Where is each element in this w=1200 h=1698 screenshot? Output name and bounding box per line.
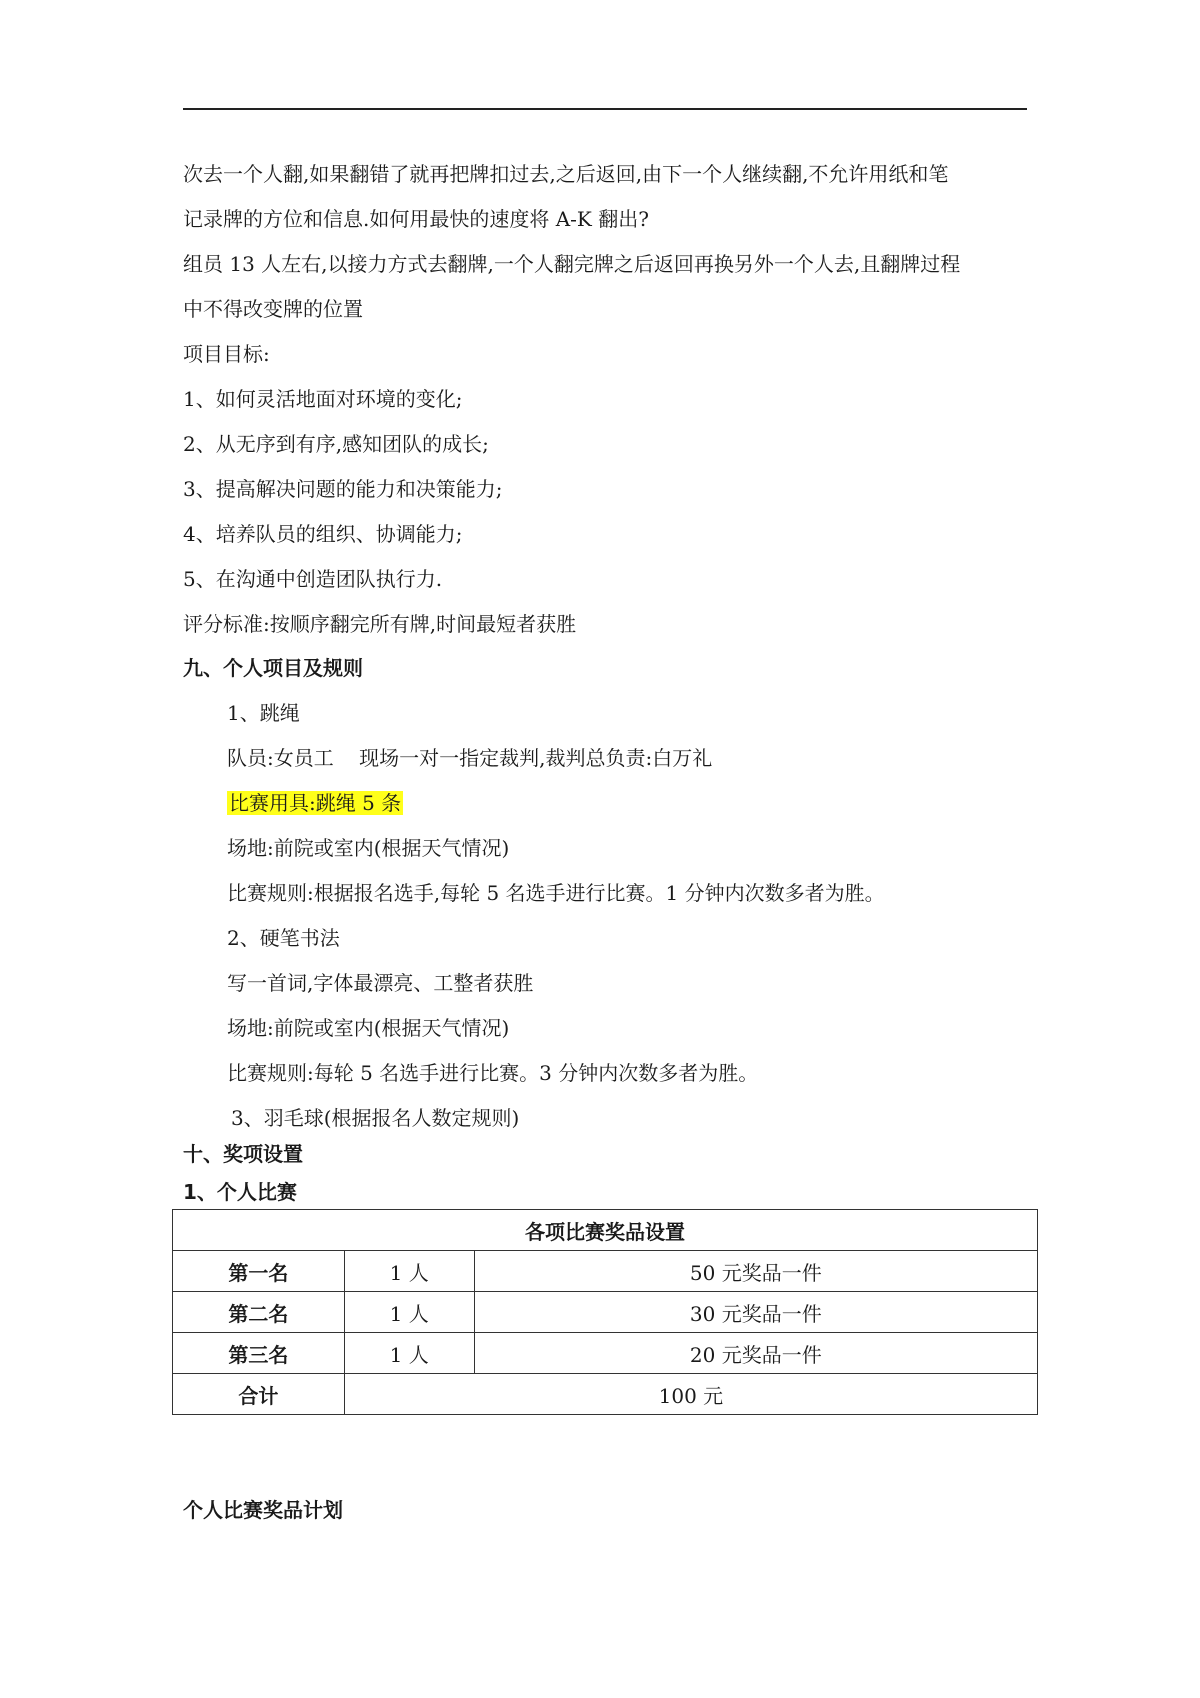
goal-item: 2、从无序到有序,感知团队的成长;	[183, 432, 489, 456]
count-cell: 1 人	[344, 1333, 474, 1374]
section-9-heading: 九、个人项目及规则	[183, 656, 363, 680]
goal-item: 3、提高解决问题的能力和决策能力;	[183, 477, 503, 501]
goal-item: 4、培养队员的组织、协调能力;	[183, 522, 463, 546]
goal-item: 5、在沟通中创造团队执行力.	[183, 567, 443, 591]
paragraph-line: 中不得改变牌的位置	[183, 297, 363, 321]
item-calligraphy-venue: 场地:前院或室内(根据天气情况)	[227, 1016, 510, 1040]
table-row	[173, 1333, 1038, 1374]
table-total-row	[173, 1374, 1038, 1415]
item-jump-rope-equipment	[227, 789, 403, 817]
item-calligraphy-title: 2、硬笔书法	[227, 926, 340, 950]
section-10-subheading: 1、个人比赛	[183, 1180, 297, 1204]
prize-cell: 30 元奖品一件	[474, 1292, 1037, 1333]
table-header-row	[173, 1210, 1038, 1251]
item-jump-rope-members: 队员:女员工 现场一对一指定裁判,裁判总负责:白万礼	[227, 746, 713, 770]
item-jump-rope-title: 1、跳绳	[227, 701, 300, 725]
paragraph-line: 次去一个人翻,如果翻错了就再把牌扣过去,之后返回,由下一个人继续翻,不允许用纸和笔	[183, 162, 949, 186]
goal-item: 1、如何灵活地面对环境的变化;	[183, 387, 463, 411]
item-badminton-title: 3、羽毛球(根据报名人数定规则)	[231, 1106, 520, 1130]
rank-cell: 第一名	[173, 1251, 345, 1292]
paragraph-line: 记录牌的方位和信息.如何用最快的速度将 A-K 翻出?	[183, 207, 649, 231]
prize-table	[172, 1209, 1038, 1415]
item-jump-rope-venue: 场地:前院或室内(根据天气情况)	[227, 836, 510, 860]
footer-heading: 个人比赛奖品计划	[183, 1498, 343, 1522]
prize-cell: 20 元奖品一件	[474, 1333, 1037, 1374]
rank-cell: 第三名	[173, 1333, 345, 1374]
paragraph-line: 组员 13 人左右,以接力方式去翻牌,一个人翻完牌之后返回再换另外一个人去,且翻牌过程	[183, 252, 961, 276]
table-header: 各项比赛奖品设置	[173, 1210, 1038, 1251]
rank-cell: 第二名	[173, 1292, 345, 1333]
total-label: 合计	[173, 1374, 345, 1415]
item-calligraphy-desc: 写一首词,字体最漂亮、工整者获胜	[227, 971, 534, 995]
header-rule	[183, 108, 1027, 110]
count-cell: 1 人	[344, 1251, 474, 1292]
item-calligraphy-rules: 比赛规则:每轮 5 名选手进行比赛。3 分钟内次数多者为胜。	[227, 1061, 759, 1085]
highlighted-text: 比赛用具:跳绳 5 条	[229, 791, 402, 815]
table-row	[173, 1292, 1038, 1333]
total-value: 100 元	[344, 1374, 1037, 1415]
item-jump-rope-rules: 比赛规则:根据报名选手,每轮 5 名选手进行比赛。1 分钟内次数多者为胜。	[227, 881, 885, 905]
scoring-standard: 评分标准:按顺序翻完所有牌,时间最短者获胜	[183, 612, 577, 636]
table-row	[173, 1251, 1038, 1292]
count-cell: 1 人	[344, 1292, 474, 1333]
goal-title: 项目目标:	[183, 342, 270, 366]
section-10-heading: 十、奖项设置	[183, 1142, 303, 1166]
prize-cell: 50 元奖品一件	[474, 1251, 1037, 1292]
